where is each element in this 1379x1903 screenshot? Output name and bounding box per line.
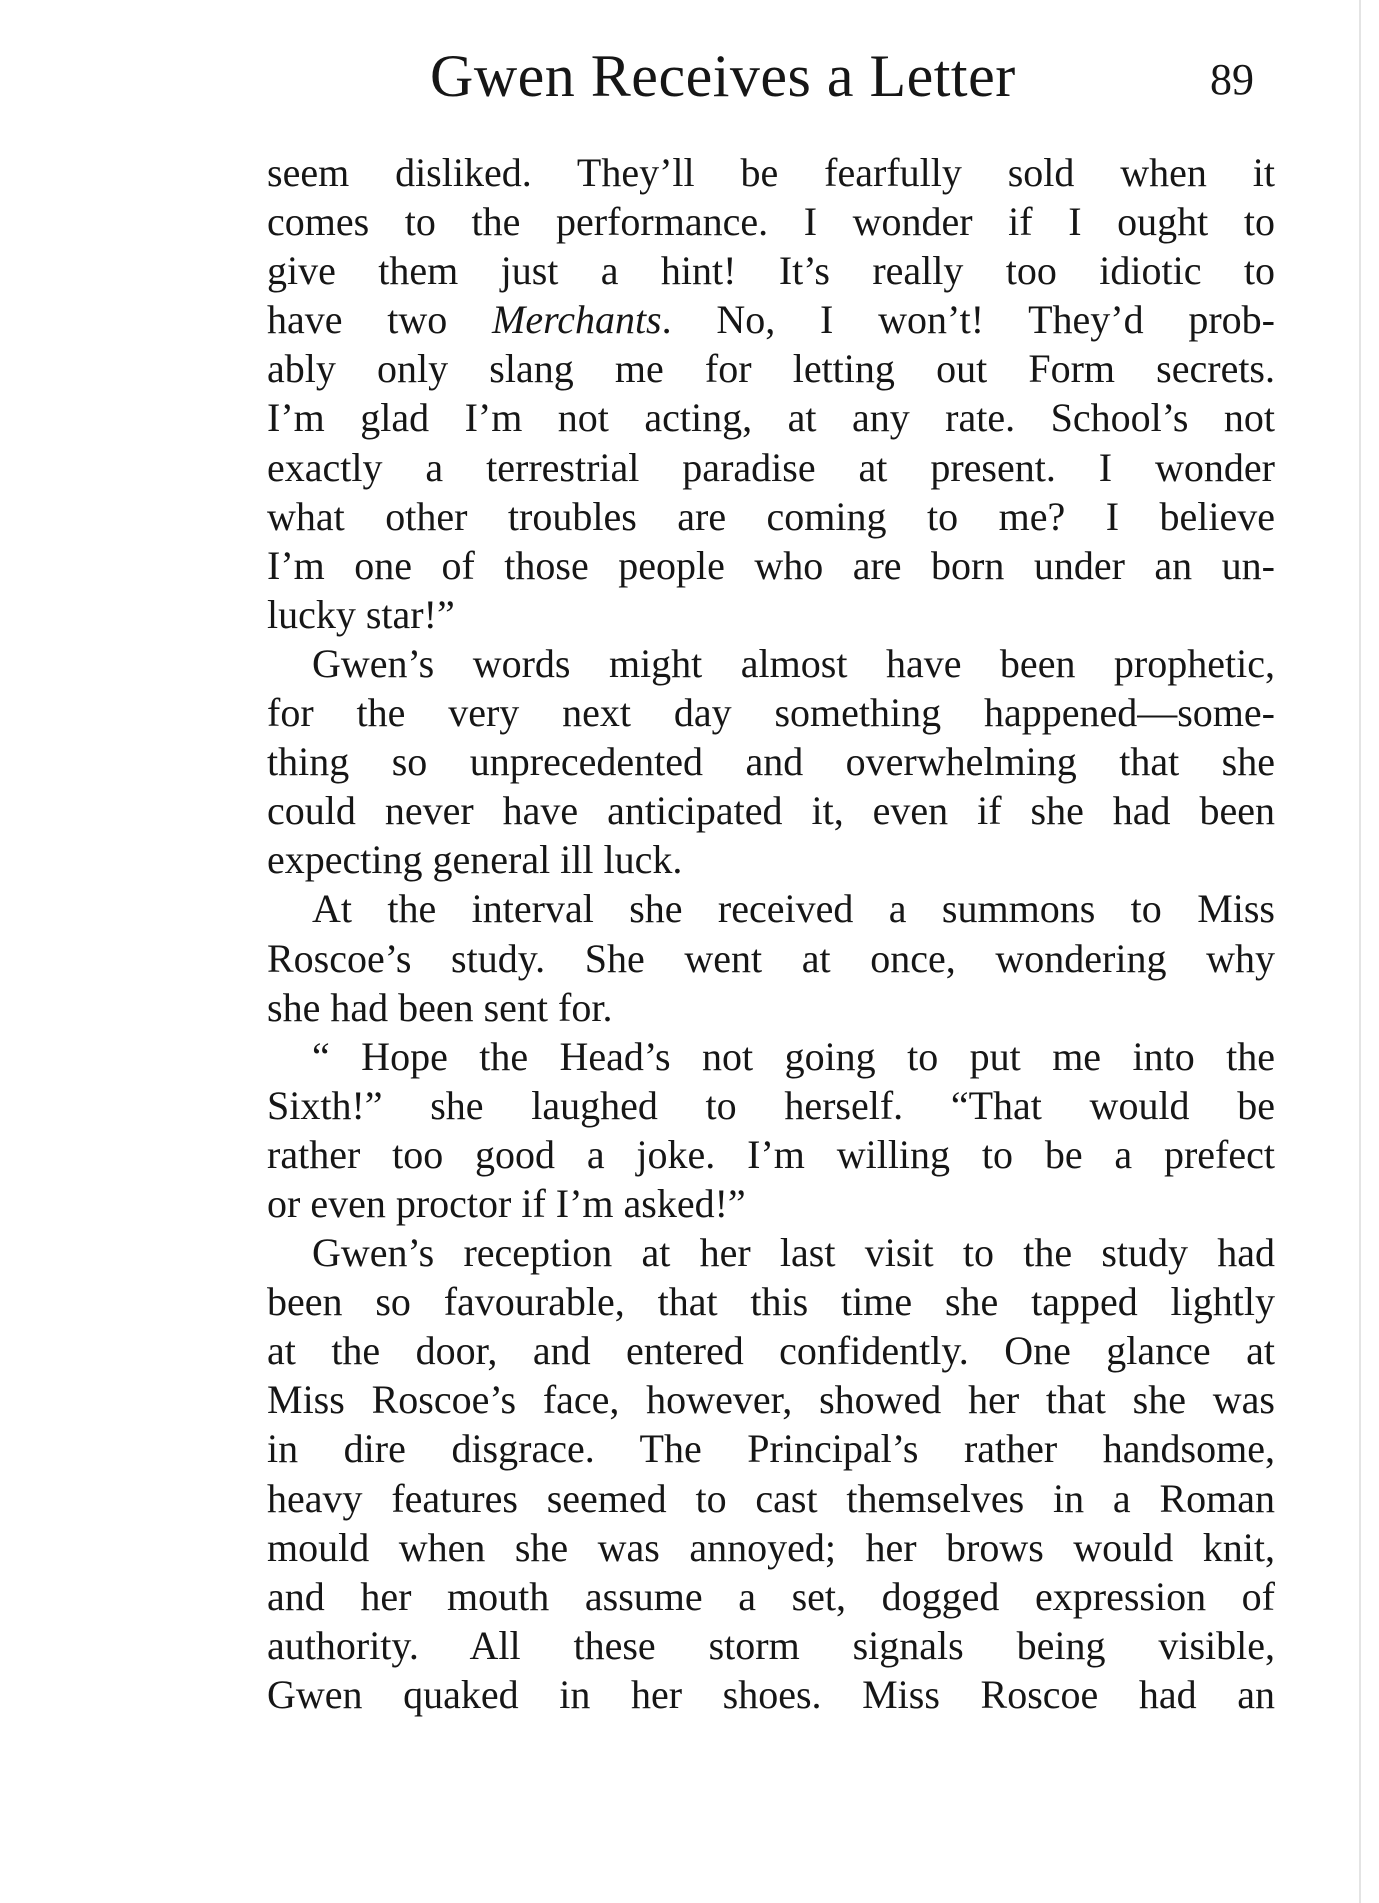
text-line: been so favourable, that this time she tapped lightly xyxy=(267,1279,1275,1325)
text-line: Sixth!” she laughed to herself. “That would be xyxy=(267,1082,1275,1128)
text-line: mould when she was annoyed; her brows would knit, xyxy=(267,1524,1275,1570)
text-line: rather too good a joke. I’m willing to be a prefect xyxy=(267,1131,1275,1177)
text-line: seem disliked. They’ll be fearfully sold when it xyxy=(267,150,1275,195)
text-line: in dire disgrace. The Principal’s rather handsome, xyxy=(267,1426,1275,1472)
text-line: have two Merchants. No, I won’t! They’d prob- xyxy=(267,297,1275,343)
text-line: lucky star!” xyxy=(267,591,455,637)
page-edge xyxy=(1359,0,1361,1903)
text-line: Gwen’s words might almost have been prophetic, xyxy=(312,640,1275,686)
text-line: exactly a terrestrial paradise at present. I wonder xyxy=(267,444,1275,490)
text-line: Miss Roscoe’s face, however, showed her that she was xyxy=(267,1377,1275,1423)
body-text xyxy=(267,148,1275,1719)
text-line: “ Hope the Head’s not going to put me into the xyxy=(312,1033,1275,1079)
running-title: Gwen Receives a Letter xyxy=(430,43,1016,109)
text-line: I’m glad I’m not acting, at any rate. School’s not xyxy=(267,395,1275,441)
text-line: and her mouth assume a set, dogged expression of xyxy=(267,1573,1275,1619)
text-line: Gwen’s reception at her last visit to the study had xyxy=(312,1230,1275,1276)
text-line: I’m one of those people who are born under an un- xyxy=(267,542,1275,588)
page-number: 89 xyxy=(1210,55,1254,104)
text-line: At the interval she received a summons to Miss xyxy=(312,886,1275,932)
text-line: Gwen quaked in her shoes. Miss Roscoe had an xyxy=(267,1671,1275,1717)
text-line: authority. All these storm signals being visible, xyxy=(267,1622,1275,1668)
text-line: what other troubles are coming to me? I believe xyxy=(267,493,1275,539)
text-line: expecting general ill luck. xyxy=(267,837,683,883)
text-line: heavy features seemed to cast themselves in a Roman xyxy=(267,1475,1275,1521)
italic-title: Merchants xyxy=(492,297,662,343)
text-line: comes to the performance. I wonder if I ought to xyxy=(267,199,1275,245)
text-line: or even proctor if I’m asked!” xyxy=(267,1180,746,1226)
text-line: for the very next day something happened—some- xyxy=(267,690,1275,736)
text-line: give them just a hint! It’s really too idiotic to xyxy=(267,248,1275,294)
text-line: ably only slang me for letting out Form secrets. xyxy=(267,346,1275,392)
text-line: could never have anticipated it, even if she had been xyxy=(267,788,1275,834)
text-line: she had been sent for. xyxy=(267,984,613,1030)
text-line: at the door, and entered confidently. One glance at xyxy=(267,1328,1275,1374)
text-line: thing so unprecedented and overwhelming that she xyxy=(267,739,1275,785)
text-line: Roscoe’s study. She went at once, wondering why xyxy=(267,935,1275,981)
page-header xyxy=(0,40,1379,112)
